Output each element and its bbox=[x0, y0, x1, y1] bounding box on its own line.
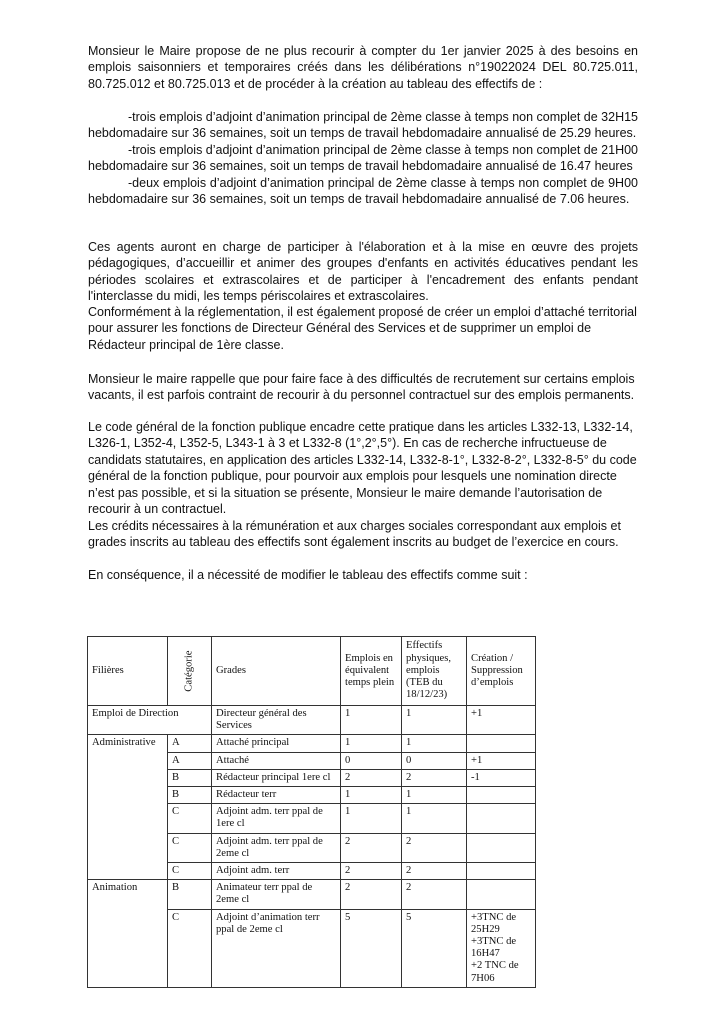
row-categorie: C bbox=[168, 833, 212, 862]
creation-line: +2 TNC de 7H06 bbox=[471, 960, 519, 984]
row-effectifs: 1 bbox=[402, 787, 467, 804]
row-creation: +1 bbox=[467, 706, 536, 735]
header-categorie-label: Catégorie bbox=[183, 650, 195, 692]
header-filieres: Filières bbox=[88, 637, 168, 706]
table-row bbox=[88, 880, 536, 909]
row-effectifs: 2 bbox=[402, 863, 467, 880]
paragraph-code-general: Le code général de la fonction publique encadre cette pratique dans les articles L332-13, L332-14, L326-1, L352-4, L352-5, L343-1 à 3 et L332-8 (1°,2°,5°). En cas de recherche infructueuse de candidats statutaires, en application des articles L332-14, L332-8-1°, L332-8-2°, L332-8-5° du code général de la fonction publique, pour pourvoir aux emplois pour lesquels une nomination directe n’est pas possible, et si la situation se présente, Monsieur le maire demande l’autorisation de recourir à un contractuel. bbox=[88, 420, 637, 517]
paragraph-intro: Monsieur le Maire propose de ne plus recourir à compter du 1er janvier 2025 à des besoins en emplois saisonniers et temporaires créés dans les délibérations n°19022024 DEL 80.725.011, 80.725.012 et 80.725.013 et de procéder à la création au tableau des effectifs de : bbox=[88, 44, 638, 91]
row-grade: Adjoint adm. terr ppal de 1ere cl bbox=[212, 804, 341, 833]
paragraph-reglementation: Conformément à la réglementation, il est également proposé de créer un emploi d’attaché territorial pour assurer les fonctions de Directeur Général des Services et de supprimer un emploi de Rédacteur principal de 1ère classe. bbox=[88, 305, 637, 352]
bullet-item-3: -deux emplois d’adjoint d’animation principal de 2ème classe à temps non complet de 9H00 hebdomadaire sur 36 semaines, soit un temps de travail hebdomadaire annualisé de 7.06 heures. bbox=[88, 176, 638, 207]
row-creation bbox=[467, 863, 536, 880]
row-categorie: B bbox=[168, 880, 212, 909]
row-grade: Attaché bbox=[212, 752, 341, 769]
row-creation: -1 bbox=[467, 769, 536, 786]
row-grade: Rédacteur principal 1ere cl bbox=[212, 769, 341, 786]
paragraph-consequence: En conséquence, il a nécessité de modifier le tableau des effectifs comme suit : bbox=[88, 568, 528, 582]
row-effectifs: 0 bbox=[402, 752, 467, 769]
row-categorie: B bbox=[168, 769, 212, 786]
header-categorie bbox=[168, 637, 212, 706]
row-grade: Adjoint d’animation terr ppal de 2eme cl bbox=[212, 909, 341, 987]
table-header-row bbox=[88, 637, 536, 706]
row-grade: Adjoint adm. terr bbox=[212, 863, 341, 880]
row-grade: Rédacteur terr bbox=[212, 787, 341, 804]
row-categorie: C bbox=[168, 909, 212, 987]
row-effectifs: 1 bbox=[402, 706, 467, 735]
creation-line: +3TNC de 16H47 bbox=[471, 936, 517, 960]
row-effectifs: 2 bbox=[402, 833, 467, 862]
row-effectifs: 5 bbox=[402, 909, 467, 987]
row-categorie: C bbox=[168, 863, 212, 880]
row-etp: 1 bbox=[341, 804, 402, 833]
row-etp: 0 bbox=[341, 752, 402, 769]
row-categorie: C bbox=[168, 804, 212, 833]
row-creation: +1 bbox=[467, 752, 536, 769]
row-creation bbox=[467, 880, 536, 909]
row-grade: Attaché principal bbox=[212, 735, 341, 752]
row-grade: Adjoint adm. terr ppal de 2eme cl bbox=[212, 833, 341, 862]
row-categorie: A bbox=[168, 752, 212, 769]
paragraph-recrutement: Monsieur le maire rappelle que pour faire face à des difficultés de recrutement sur certains emplois vacants, il est parfois contraint de recourir à du personnel contractuel sur des emplois permanents. bbox=[88, 372, 635, 403]
row-creation bbox=[467, 787, 536, 804]
row-filiere: Animation bbox=[88, 880, 168, 988]
header-effectifs: Effectifs physiques, emplois (TEB du 18/12/23) bbox=[402, 637, 467, 706]
row-effectifs: 2 bbox=[402, 769, 467, 786]
row-filiere: Emploi de Direction bbox=[88, 706, 212, 735]
table-row bbox=[88, 735, 536, 752]
row-effectifs: 1 bbox=[402, 804, 467, 833]
effectifs-table bbox=[87, 636, 536, 988]
row-creation bbox=[467, 735, 536, 752]
row-etp: 5 bbox=[341, 909, 402, 987]
table-row bbox=[88, 706, 536, 735]
row-categorie: A bbox=[168, 735, 212, 752]
row-effectifs: 1 bbox=[402, 735, 467, 752]
bullet-item-1: -trois emplois d’adjoint d’animation principal de 2ème classe à temps non complet de 32H15 hebdomadaire sur 36 semaines, soit un temps de travail hebdomadaire annualisé de 25.29 heures. bbox=[88, 110, 638, 141]
header-creation: Création / Suppression d’emplois bbox=[467, 637, 536, 706]
row-effectifs: 2 bbox=[402, 880, 467, 909]
bullet-item-2: -trois emplois d’adjoint d’animation principal de 2ème classe à temps non complet de 21H00 hebdomadaire sur 36 semaines, soit un temps de travail hebdomadaire annualisé de 16.47 heures bbox=[88, 143, 638, 174]
header-grades: Grades bbox=[212, 637, 341, 706]
row-grade: Animateur terr ppal de 2eme cl bbox=[212, 880, 341, 909]
paragraph-credits: Les crédits nécessaires à la rémunération et aux charges sociales correspondant aux emplois et grades inscrits au tableau des effectifs sont également inscrits au budget de l’exercice en cours. bbox=[88, 519, 621, 550]
row-creation bbox=[467, 833, 536, 862]
row-etp: 1 bbox=[341, 735, 402, 752]
row-creation bbox=[467, 909, 536, 987]
header-etp: Emplois en équivalent temps plein bbox=[341, 637, 402, 706]
row-creation bbox=[467, 804, 536, 833]
row-categorie: B bbox=[168, 787, 212, 804]
row-etp: 2 bbox=[341, 833, 402, 862]
row-etp: 2 bbox=[341, 863, 402, 880]
row-filiere: Administrative bbox=[88, 735, 168, 880]
row-etp: 2 bbox=[341, 769, 402, 786]
row-etp: 2 bbox=[341, 880, 402, 909]
row-grade: Directeur général des Services bbox=[212, 706, 341, 735]
creation-line: +3TNC de 25H29 bbox=[471, 911, 517, 935]
row-etp: 1 bbox=[341, 706, 402, 735]
row-etp: 1 bbox=[341, 787, 402, 804]
paragraph-missions: Ces agents auront en charge de participer à l'élaboration et à la mise en œuvre des projets pédagogiques, d’accueillir et animer des groupes d'enfants en activités éducatives pendant les périodes scolaires et extrascolaires et de participer à l'encadrement des enfants pendant l'interclasse du midi, les temps périscolaires et extrascolaires. bbox=[88, 240, 638, 304]
